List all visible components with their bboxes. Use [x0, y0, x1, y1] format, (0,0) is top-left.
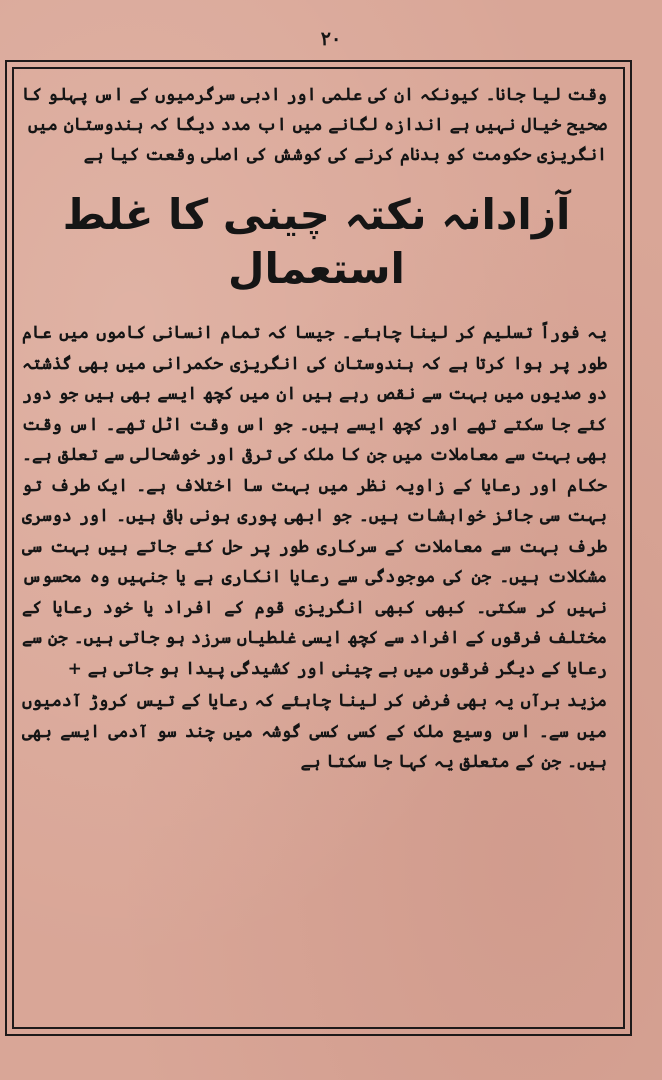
intro-paragraph: وقت لیا جانا۔ کیونکہ ان کی علمی اور ادبی سرگرمیوں کے اس پہلو کا صحیح خیال نہیں ہے اندازہ لگانے میں اب مدد دیگا کہ ہندوستان میں انگریزی حکومت کو بدنام کرنے کی کوشش کی اصلی وقعت کیا ہے — [22, 85, 607, 165]
body-paragraph-2: مزید برآں یہ بھی فرض کر لینا چاہئے کہ رعایا کے تیس کروڑ آدمیوں میں سے۔ اس وسیع ملک کے کسی کسی گوشہ میں چند سو آدمی ایسے بھی ہیں۔ جن کے متعلق یہ کہا جا سکتا ہے — [22, 691, 607, 772]
page-number: ۲۰ — [320, 28, 342, 50]
page-content — [22, 80, 611, 1020]
body-paragraph-1: یہ فوراً تسلیم کر لینا چاہئے۔ جیسا کہ تمام انسانی کاموں میں عام طور پر ہوا کرتا ہے کہ ہندوستان کی انگریزی حکمرانی میں بھی گذشتہ دو صدیوں میں بہت سے نقص رہے ہیں ان میں کچھ ایسے بھی ہیں جو دور کئے جا سکتے تھے اور کچھ ایسے ہیں۔ جو اس وقت اٹل تھے۔ اس وقت بھی بہت سے معاملات میں جن کا ملک کی ترقی اور خوشحالی سے تعلق ہے۔ حکام اور رعایا کے زاویہ نظر میں بہت سا اختلاف ہے۔ ایک طرف تو بہت سی جائز خواہشات ہیں۔ جو ابھی پوری ہونی باقی ہیں۔ اور دوسری طرف بہت سے معاملات کے سرکاری طور پر حل کئے جاتے ہیں بہت سی مشکلات ہیں۔ جن کی موجودگی سے رعایا انکاری ہے یا جنہیں وہ محسوس نہیں کر سکتی۔ کبھی کبھی انگریزی قوم کے افراد یا خود رعایا کے مختلف فرقوں کے افراد سے کچھ ایسی غلطیاں سرزد ہو جاتی ہیں۔ جن سے رعایا کے دیگر فرقوں میں بے چینی اور کشیدگی پیدا ہو جاتی ہے + — [22, 323, 607, 679]
section-heading: آزادانہ نکتہ چینی کا غلط استعمال — [62, 190, 571, 293]
